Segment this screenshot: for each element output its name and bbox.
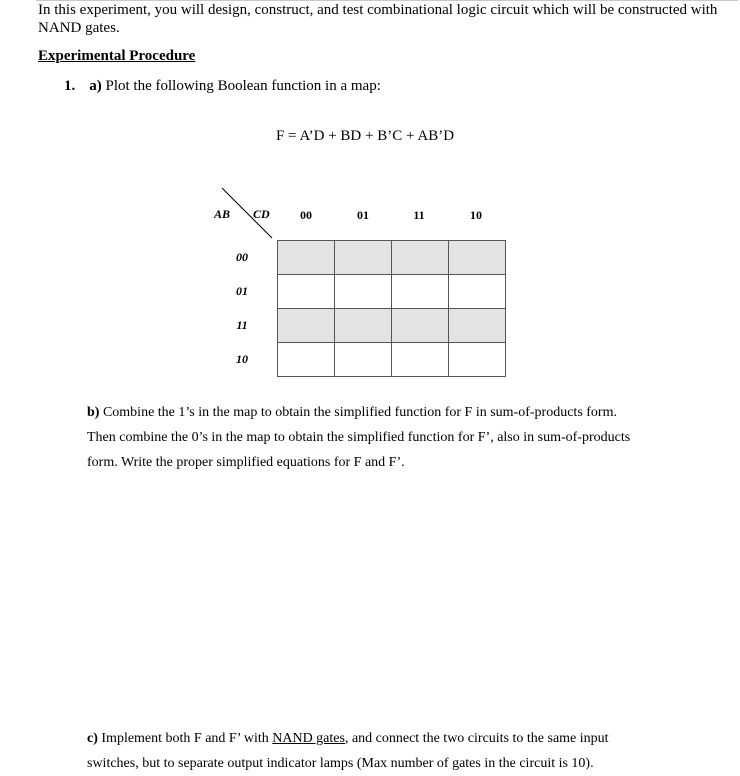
part-c-text: , and connect the two circuits to the same input (344, 731, 609, 746)
item-text: Plot the following Boolean function in a map: (101, 78, 381, 94)
kmap-cell[interactable] (392, 309, 449, 343)
kmap-col-header: 01 (357, 208, 369, 222)
kmap-cell[interactable] (278, 343, 335, 377)
kmap-cell[interactable] (449, 275, 506, 309)
kmap-col-header: 00 (300, 208, 312, 222)
part-c-line (87, 726, 727, 751)
kmap-row-header: 10 (236, 352, 248, 366)
part-b-line: form. Write the proper simplified equations for F and F’. (87, 455, 405, 470)
item-1a (64, 78, 381, 95)
kmap-cell[interactable] (392, 275, 449, 309)
kmap-cell[interactable] (335, 343, 392, 377)
kmap-row-variable: AB (214, 207, 231, 221)
part-c-text: Implement both F and F’ with (97, 731, 273, 746)
kmap-cell[interactable] (392, 343, 449, 377)
kmap-grid (277, 240, 506, 377)
kmap-cell[interactable] (278, 241, 335, 275)
kmap-cell[interactable] (278, 309, 335, 343)
boolean-function: F = A’D + BD + B’C + AB’D (276, 128, 455, 144)
kmap-row-header: 00 (236, 250, 248, 264)
part-c-paragraph (87, 726, 727, 776)
part-c-line: switches, but to separate output indicator lamps (Max number of gates in the circuit is 10). (87, 756, 594, 771)
part-b-line (87, 400, 727, 425)
kmap-cell[interactable] (449, 241, 506, 275)
kmap-row-header: 01 (236, 284, 248, 298)
kmap-col-header: 10 (470, 208, 482, 222)
kmap-cell[interactable] (278, 275, 335, 309)
section-heading: Experimental Procedure (38, 48, 196, 64)
kmap-row-header: 11 (236, 318, 248, 332)
kmap-cell[interactable] (335, 241, 392, 275)
part-b-line: Then combine the 0’s in the map to obtain the simplified function for F’, also in sum-of-products (87, 430, 631, 445)
kmap-cell[interactable] (449, 309, 506, 343)
part-b-label: b) (87, 405, 100, 420)
part-b-paragraph (87, 400, 727, 475)
nand-gates-text: NAND gates (272, 731, 345, 746)
kmap-column-variable: CD (253, 207, 270, 221)
kmap-cell[interactable] (335, 275, 392, 309)
kmap-cell[interactable] (449, 343, 506, 377)
intro-paragraph: In this experiment, you will design, construct, and test combinational logic circuit which will be constructed with NAND gates. (38, 2, 718, 36)
item-number: 1. (64, 78, 76, 94)
part-b-text: Combine the 1’s in the map to obtain the simplified function for F in sum-of-products form. (99, 405, 617, 420)
part-c-label: c) (87, 731, 98, 746)
kmap-cell[interactable] (392, 241, 449, 275)
kmap-cell[interactable] (335, 309, 392, 343)
kmap-col-header: 11 (413, 208, 425, 222)
item-label: a) (89, 78, 102, 94)
